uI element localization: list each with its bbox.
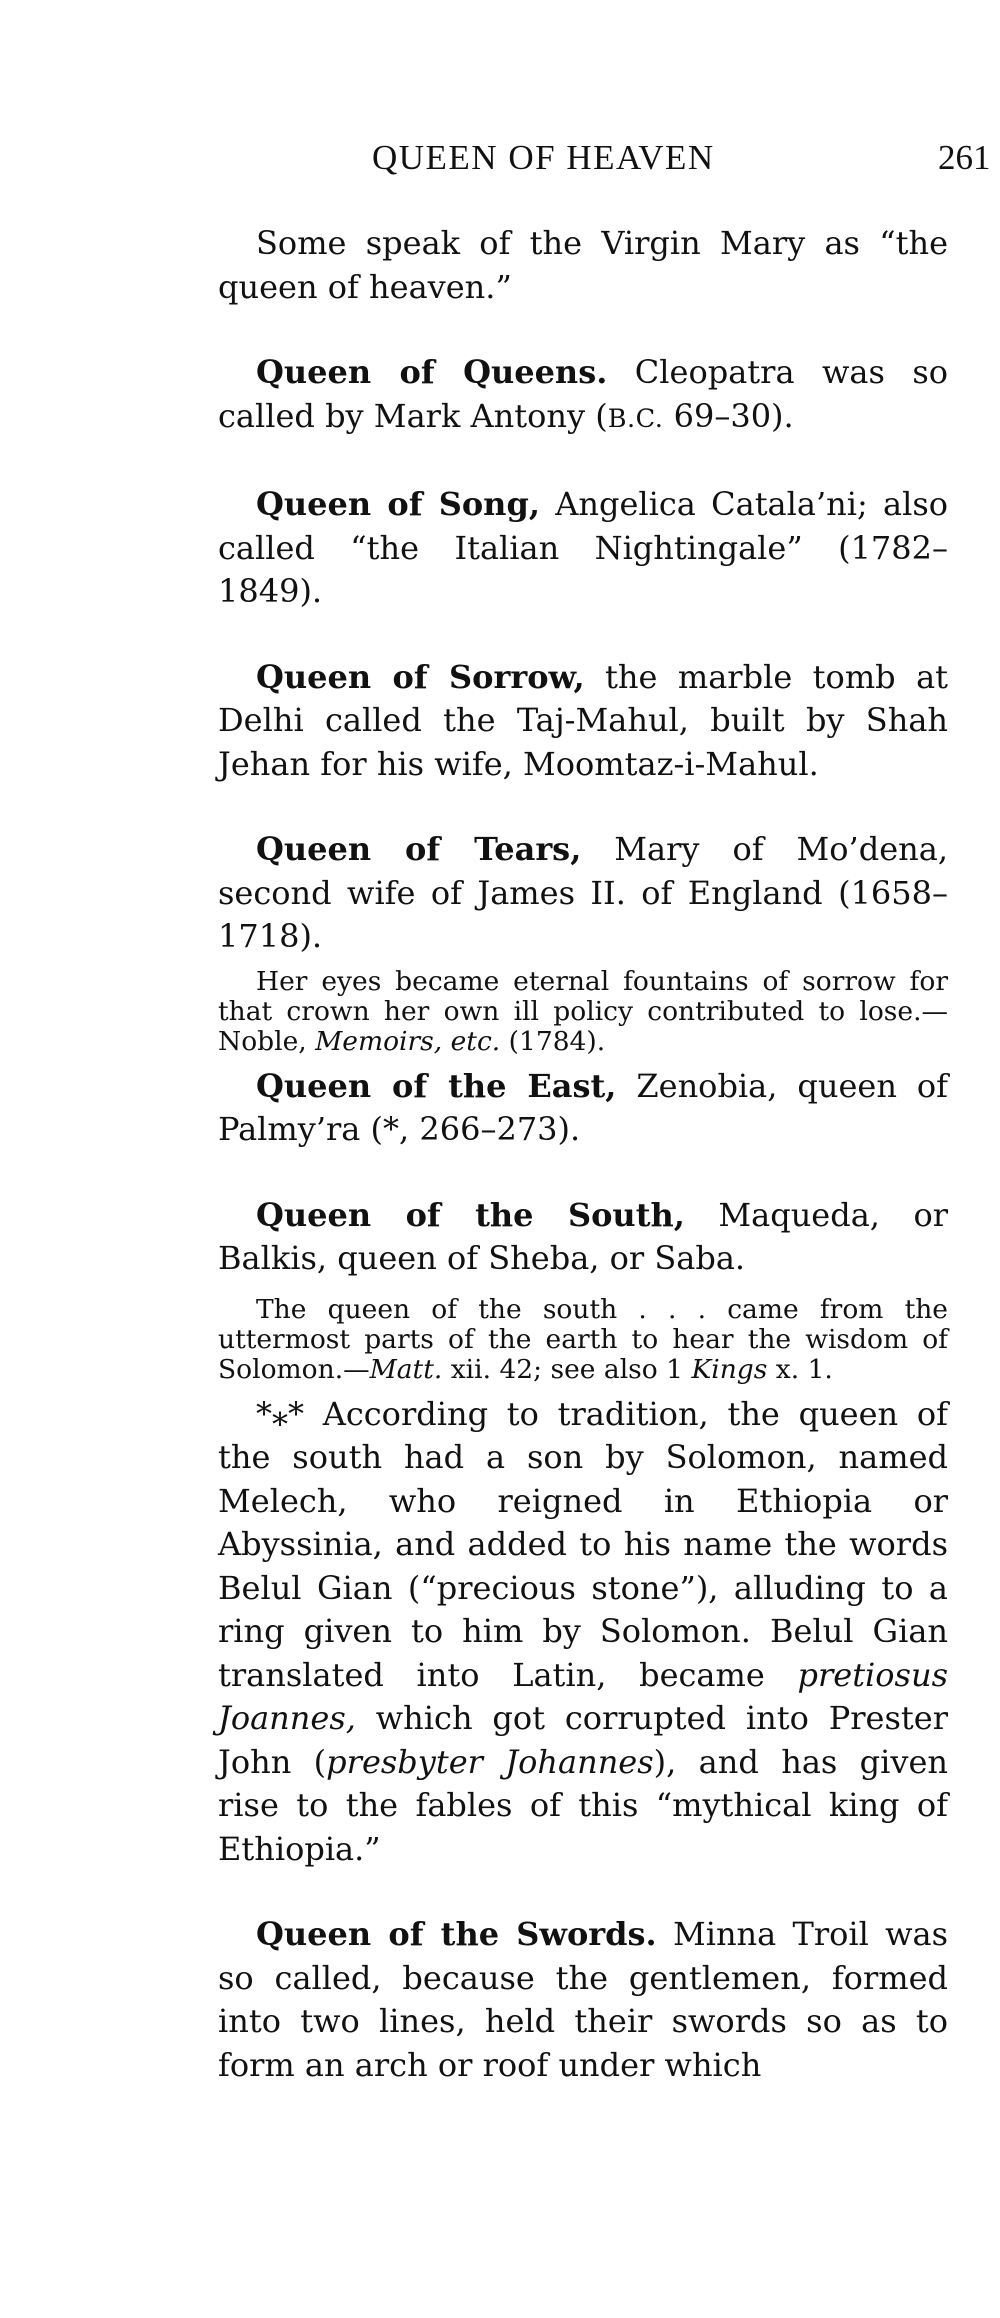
note-text: ), and has given rise to the fables of this “mythical king of Ethiopia.” (218, 1742, 949, 1868)
entry-queen-of-the-east (218, 1065, 948, 1152)
quotation-source-matt: Matt. (369, 1353, 443, 1385)
note-paragraph (218, 1393, 948, 1872)
entry-paragraph (218, 1913, 948, 2087)
quotation-noble (218, 967, 948, 1057)
note-text: which got corrupted into Prester John ( (218, 1699, 948, 1781)
quotation-reference: xii. 42; see also 1 (442, 1353, 692, 1385)
entry-body: Minna Troil was so called, because the gentlemen, formed into two lines, held their swords so as to form an arch or roof under which (218, 1915, 948, 2084)
entry-paragraph (218, 1065, 948, 1152)
text-column (218, 222, 948, 2087)
entry-body: Zenobia, queen of Palmy’ra (*, 266–273). (218, 1066, 949, 1148)
entry-queen-of-the-swords (218, 1913, 948, 2087)
quotation-date: (1784). (500, 1025, 606, 1057)
entry-headword: Queen of Song, (256, 485, 540, 523)
entry-queen-of-tears (218, 828, 948, 959)
intro-text: Some speak of the Virgin Mary as “the queen of heaven.” (218, 224, 948, 306)
quotation-text (218, 1295, 948, 1385)
entry-queen-of-song (218, 483, 948, 614)
entry-headword: Queen of the Swords. (256, 1915, 657, 1953)
entry-headword: Queen of Tears, (256, 830, 582, 868)
quotation-source-kings: Kings (691, 1353, 768, 1385)
entry-headword: Queen of Sorrow, (256, 657, 585, 696)
entry-queen-of-the-south (218, 1194, 948, 1281)
entry-paragraph (218, 656, 948, 787)
quotation-reference-end: x. 1. (767, 1353, 833, 1385)
note-italic-latin: presbyter Johannes (326, 1742, 654, 1781)
entry-abbreviation: B.C. (607, 403, 664, 434)
entry-paragraph (218, 1194, 948, 1281)
quotation-text (218, 967, 948, 1057)
page-number: 261 (938, 138, 991, 177)
quotation-body: The queen of the south . . . came from the uttermost parts of the earth to hear the wisdom of Solomon.— (218, 1293, 948, 1385)
asterism-mark: *⁎* (256, 1394, 304, 1433)
note-prester-john (218, 1393, 948, 1872)
entry-paragraph (218, 483, 948, 614)
entry-paragraph (218, 828, 948, 959)
note-italic-latin: pretiosus Joannes, (218, 1655, 948, 1737)
entry-paragraph (218, 351, 948, 441)
entry-headword: Queen of the South, (256, 1195, 685, 1234)
entry-body-after: 69–30). (663, 396, 794, 435)
entry-headword: Queen of the East, (256, 1066, 617, 1105)
entry-body: Mary of Mo’dena, second wife of James II. of England (1658–1718). (218, 830, 948, 955)
entry-body: Cleopatra was so called by Mark Antony ( (218, 353, 949, 435)
entry-body: the marble tomb at Delhi called the Taj-Mahul, built by Shah Jehan for his wife, Moomtaz-i-Mahul. (218, 657, 949, 783)
entry-queen-of-sorrow (218, 656, 948, 787)
entry-body: Maqueda, or Balkis, queen of Sheba, or Saba. (218, 1195, 949, 1277)
intro-paragraph (218, 222, 948, 309)
quotation-body: Her eyes became eternal fountains of sorrow for that crown her own ill policy contributed to lose.—Noble, (218, 965, 948, 1057)
quotation-matthew (218, 1295, 948, 1385)
entry-body: Angelica Catala’ni; also called “the Italian Nightingale” (1782–1849). (218, 485, 949, 610)
quotation-source-title: Memoirs, etc. (315, 1025, 501, 1057)
running-title: QUEEN OF HEAVEN (372, 138, 715, 177)
entry-queen-of-queens (218, 351, 948, 441)
entry-headword: Queen of Queens. (256, 353, 608, 391)
note-text: According to tradition, the queen of the south had a son by Solomon, named Melech, who reigned in Ethiopia or Abyssinia, and added to his name the words Belul Gian (“precious stone”), alluding to a ring given to him by Solomon. Belul Gian translated into Latin, became (218, 1394, 948, 1694)
running-head (0, 138, 1000, 178)
